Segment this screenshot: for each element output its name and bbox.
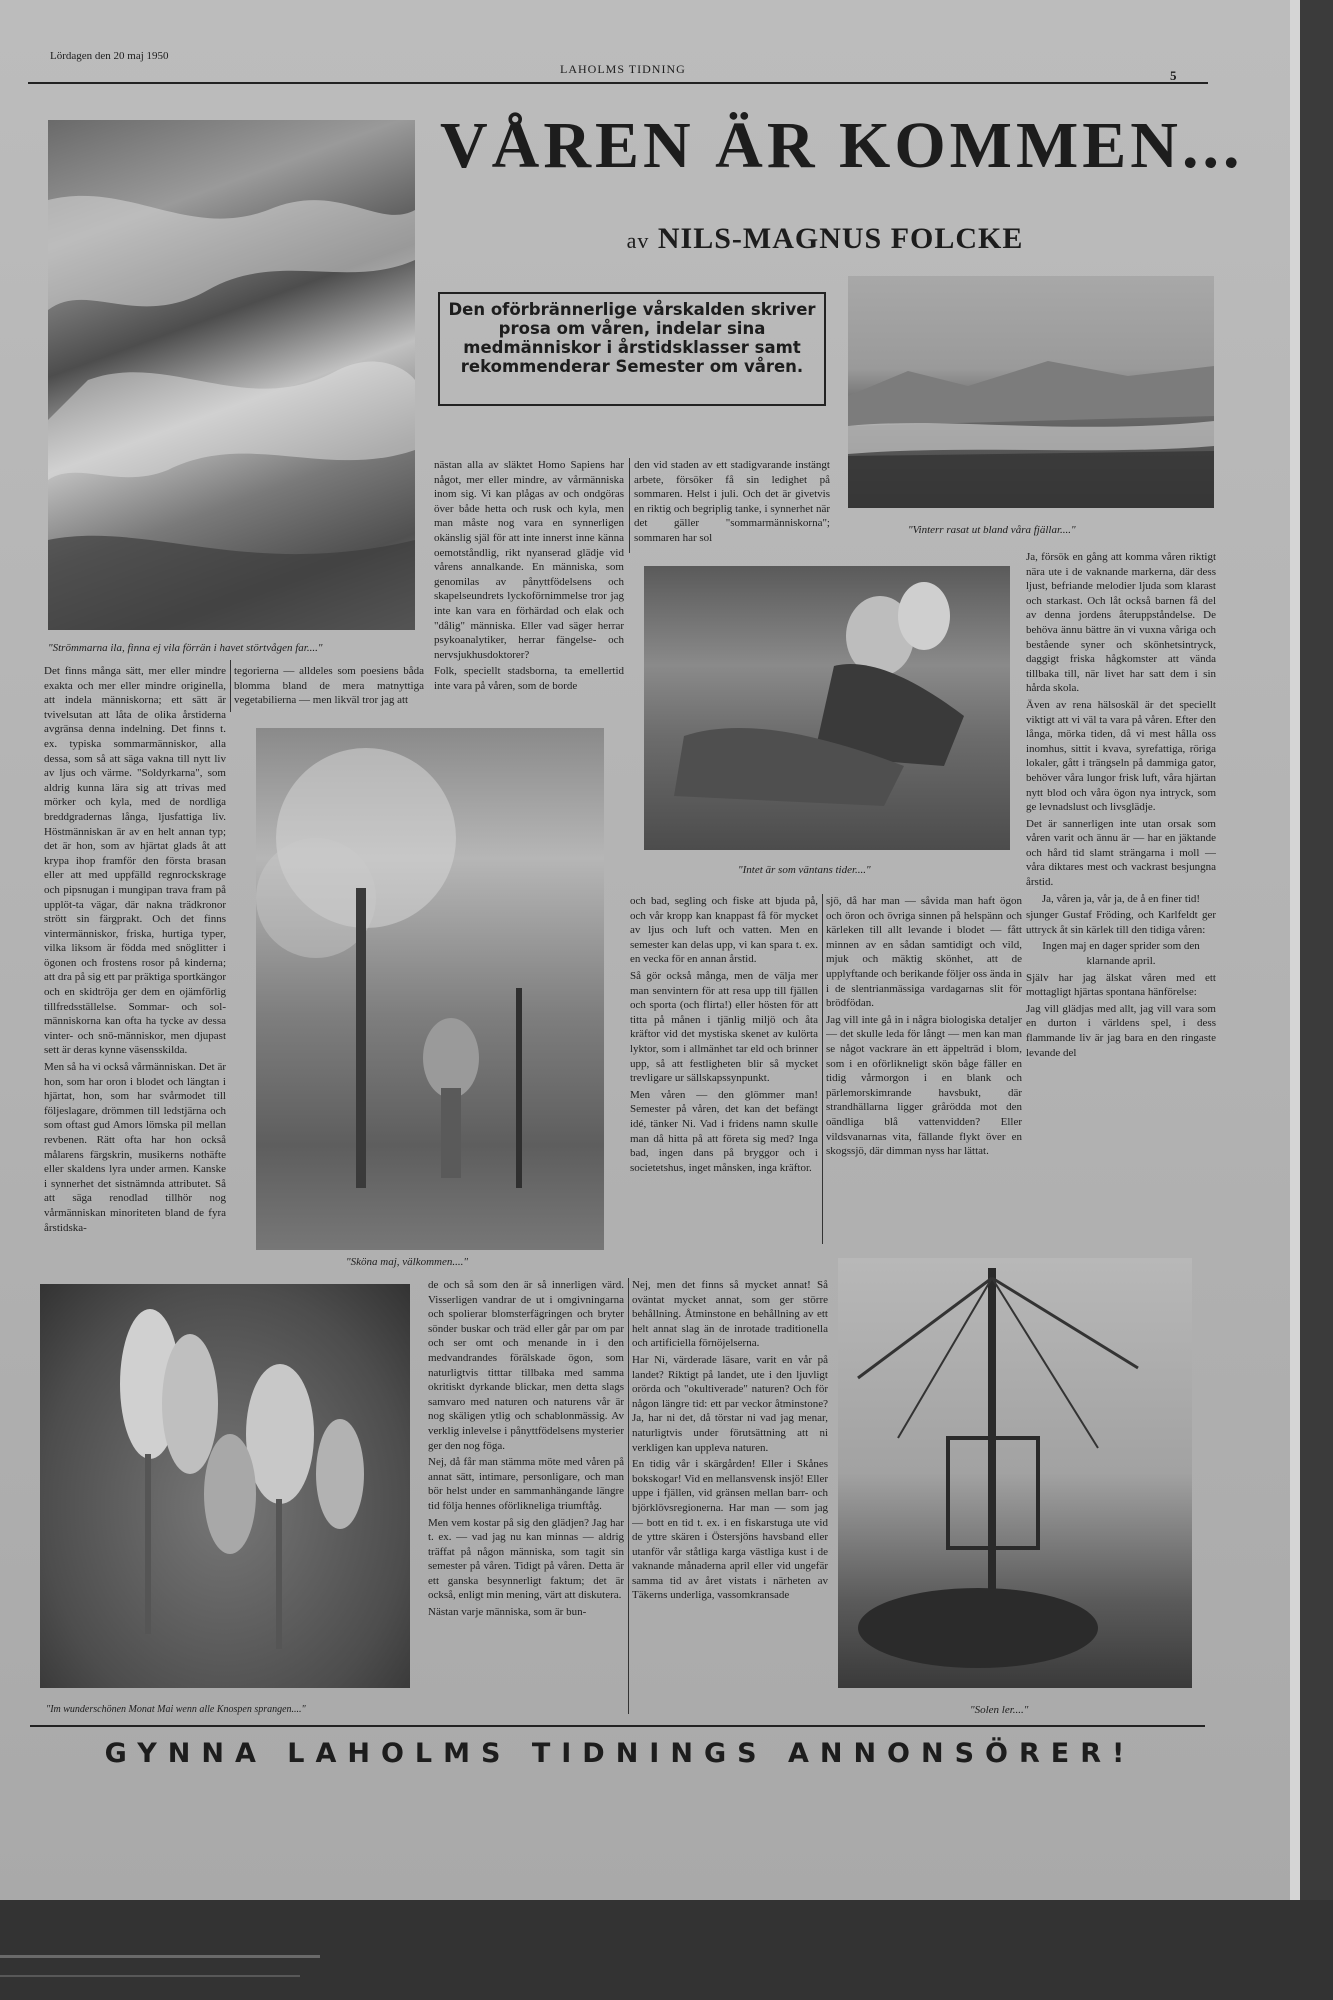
carousel-caption: "Solen ler...." [970, 1704, 1029, 1716]
text-column-i [632, 1278, 828, 1714]
crocus-photo-art [40, 1284, 410, 1688]
paragraph: nästan alla av släktet Homo Sapiens har något, mer eller mindre, av vårmänniska inom sig. Vi kan plågas av och ondgöras över både hetta och rusk och kyla, men man måste nog vara en synnerligen okänslig själ för att inte innerst inne känna oemotståndlig, rikt nyanserad glädje vid vårens annalkande. En människa, som genomilas av pånyttfödelsens och skapelseundrets lyckoförnimmelse tror jag inte kan vara en förhärdad och elak och "dålig" människa. Eller vad säger herrar psykoanalytiker, herrar fängelse- och nervsjukhusdoktorer? [434, 459, 624, 661]
verse-line: Ingen maj en dager sprider som den klarnande april. [1042, 940, 1200, 968]
blossom-tree-photo [256, 728, 604, 1250]
text-column-b [234, 664, 424, 716]
footer-slogan: GYNNA LAHOLMS TIDNINGS ANNONSÖRER! [104, 1738, 1136, 1769]
waterfall-photo-art [48, 120, 415, 630]
column-rule [628, 1278, 629, 1714]
mountain-lake-caption: "Vinterr rasat ut bland våra fjällar...." [908, 524, 1076, 536]
text-column-d [634, 458, 830, 553]
masthead-date: Lördagen den 20 maj 1950 [50, 50, 169, 62]
paragraph: Men våren — den glömmer man! Semester på våren, det kan det befängt idé, tänker Ni. Vad i fridens namn skulle man då hitta på att företa sig med? Inga bad, ingen dans på bryggor och i societetshus, inget månsken, inga kräftor. [630, 1088, 818, 1174]
desk-cable [0, 1975, 300, 1977]
paragraph: Så gör också många, men de välja mer man senvintern för att resa upp till fjällen och sporta (och flirta!) eller hösten för att titta på månen i tjänlig miljö och åta kräftor vid det mystiska skenet av kulörta lyktor, som i allmänhet tar eld och brinner upp, så att festligheten blir så mycket trevligare ur sällskapssynpunkt. [630, 969, 818, 1085]
paragraph: Men så ha vi också vårmänniskan. Det är hon, som har oron i blodet och längtan i hjärtat, hon, som har svårmodet till följeslagare, drömmen till ledstjärna och som oftast gud Amors lömska pil mellan revbenen. Rätt ofta har hon också målarens färgskrin, musikerns nothäfte eller skaldens lyra under armen. Kanske i synnerhet det sistnämnda attributet. Så att säga renodlad tillhör nog vårmänniskan minoriteten bland de fyra årstidska- [44, 1061, 226, 1234]
byline-author: NILS-MAGNUS FOLCKE [657, 222, 1024, 255]
paragraph: och bad, segling och fiske att bjuda på, och vår kropp kan knappast få för mycket av ljus och luft och vatten. Men en semester kan delas upp, vi kan spara t. ex. en vecka för en annan årstid. [630, 895, 818, 966]
paragraph: sjunger Gustaf Fröding, och Karlfeldt ger uttryck åt sin kärlek till den tidiga våren: [1026, 909, 1216, 936]
waterfall-caption: "Strömmarna ila, finna ej vila förrän i havet störtvågen far...." [48, 642, 323, 654]
paragraph: Jag vill inte gå in i några biologiska detaljer — det skulle leda för långt — men kan man se något vackrare än ett äppelträd i blom, som i en oförlikneligt skön båge fäller en tidig vårmorgon i en blank och pärlemorskimrande havsbukt, där strandhällarna ligger grårödda mot den oändliga blå vattenvidden? Eller vildsvanarnas vita, fällande flykt över en skogssjö, där dimman nyss har lättat. [826, 1013, 1022, 1158]
paragraph: tegorierna — alldeles som poesiens båda blomma bland de mera matnyttiga vegetabilierna — men likväl tror jag att [234, 665, 424, 707]
column-rule [822, 894, 823, 1244]
paragraph: En tidig vår i skärgården! Eller i Skånes bokskogar! Vid en mellansvensk insjö! Eller uppe i fjällen, vid gränsen mellan barr- och björklövsregionerna. Har man — som jag — bott en tid t. ex. i en fiskarstuga ute vid de yttre skären i Östersjöns havsband eller utanför vår ståtliga karga västliga kust i de vaknande månaderna april eller vid ungefär samma tid av året vistats i närheten av Täkerns underliga, vassomkransade [632, 1458, 828, 1602]
article-title: VÅREN ÄR KOMMEN... [440, 109, 1244, 182]
paragraph: sjö, då har man — såvida man haft ögon och öron och övriga sinnen på helspänn och kärleken till allt levande i blodet — fått minnen av en sådan samtidigt och vild, mjuk och mäktig skönhet, att de upplyftande och berikande följer oss ända in i de slentrianmässiga vardagarnas slit för brödfödan. [826, 895, 1022, 1010]
text-column-f [826, 894, 1022, 1244]
blossom-tree-photo-art [256, 728, 604, 1250]
text-column-g [1026, 550, 1216, 1250]
desk-cable [0, 1955, 320, 1958]
carousel-photo [838, 1258, 1192, 1688]
mountain-lake-photo-art [848, 276, 1214, 508]
paragraph: Även av rena hälsoskäl är det speciellt viktigt att vi väl ta vara på våren. Efter den långa, mörka tiden, då vi mest hålla oss inomhus, sittit i kvava, syrefattiga, röriga lokaler, gått i trängseln på dammiga gator, behöver våra lungor frisk luft, våra hjärtan nytt blod och våra ögon nya intryck, som ge levnadslust och livsglädje. [1026, 698, 1216, 814]
masthead-page-number: 5 [1170, 68, 1177, 83]
paragraph: Har Ni, värderade läsare, varit en vår på landet? Riktigt på landet, ute i den ljuvligt orörda och "okultiverade" naturen? Och för någon längre tid: ett par veckor åtminstone? Ja, har ni det, då törstar ni vad jag menar, naturligtvis under förutsättning att ni verkligen kan uppleva naturen. [632, 1353, 828, 1454]
paragraph: Folk, speciellt stadsborna, ta emellertid inte vara på våren, som de borde [434, 665, 624, 692]
desk-edge [1300, 0, 1333, 1960]
paragraph: Nej, då får man stämma möte med våren på annat sätt, intimare, personligare, och man bör helst under en sammanhängande längre tid följa hennes oförlikneliga triumftåg. [428, 1456, 624, 1512]
girls-in-meadow-photo [644, 566, 1010, 850]
verse-line: Ja, våren ja, vår ja, de å en finer tid! [1041, 892, 1201, 905]
girls-in-meadow-photo-art [644, 566, 1010, 850]
crocus-caption: "Im wunderschönen Monat Mai wenn alle Knospen sprangen...." [46, 1704, 306, 1715]
desk-surface [0, 1900, 1333, 2000]
paragraph: den vid staden av ett stadigvarande instängt arbete, försöker få sin ledighet på sommaren. Helst i juli. Och det är givetvis en riktig och begriplig tanke, i synnerhet när det gäller "sommarmänniskorna"; sommaren har sol [634, 459, 830, 544]
paragraph: Själv har jag älskat våren med ett mottagligt hjärtas spontana hänförelse: [1026, 971, 1216, 999]
carousel-photo-art [838, 1258, 1192, 1688]
mountain-lake-photo [848, 276, 1214, 508]
text-column-c [434, 458, 624, 713]
paragraph: Men vem kostar på sig den glädjen? Jag har t. ex. — vad jag nu kan minnas — aldrig träffat på någon människa, som tagit sin semester på våren. Tidigt på våren. Detta är ett ganska besynnerligt faktum; det är också, enligt min mening, värt att diskutera. [428, 1516, 624, 1602]
text-column-a [44, 664, 226, 1276]
column-rule [230, 660, 231, 712]
blossom-tree-caption: "Sköna maj, välkommen...." [346, 1256, 468, 1268]
paragraph: Det finns många sätt, mer eller mindre exakta och mer eller mindre originella, att indela människorna; ett sätt är tvivelsutan att låta de olika årstiderna avgränsa denna indelning. Det finns t. ex. typiska sommarmänniskor, alla dessa, som så att säga vakna till nytt liv av ljus och värme. "Soldyrkarna", som aldrig kunna lära sig att trivas med mörker och kyla, med de nordliga breddgradernas långa, ljusfattiga liv. Höstmänniskan är av en helt annan typ; det är hon, som av hjärtat glads åt att krypa ihop framför den första brasan eller att med uppfälld regnrockskrage och pipsnugan i mungipan trava fram på upplöt-ta vägar, där nakna trädkronor strött sin färgprakt. Och det finns vintermänniskor, friska, hurtiga typer, vilka liksom är födda med snöglitter i ögonen och frostens rosor på kinderna; att dra på sig ett par präktiga sportkängor och en skidtröja ger dem en ojämförlig tillfredsställelse. Sommar- och sol-människorna kan ofta ha tycke av dessa vinter- och snö-människor, men djupast sett är deras kynne väsensskilda. [44, 665, 226, 1057]
waterfall-photo [48, 120, 415, 630]
byline-prefix: av [626, 228, 650, 253]
paragraph: Nej, men det finns så mycket annat! Så oväntat mycket annat, som ger större behållning. Åtminstone en behållning av ett helt annat slag än de inrotade traditionella och artificiella förnöjelserna. [632, 1279, 828, 1350]
paragraph: Ja, försök en gång att komma våren riktigt nära ute i de vaknande markerna, där dess ljust, befriande melodier ljuda som klarast och starkast. Och låt också barnen få del av denna jordens återuppståndelse. De behöva ännu bättre än vi vuxna våriga och bestående syner och skönhetsintryck, daggigt friska hågkomster att vända tillbaka till, när livet har satt dem i sin hårda skola. [1026, 551, 1216, 695]
paragraph: Det är sannerligen inte utan orsak som våren varit och ännu är — har en jäktande och hård tid slamt strängarna i moll — våra diktares mest och vackrast besjungna årstid. [1026, 817, 1216, 889]
footer-rule [30, 1725, 1205, 1727]
text-column-e [630, 894, 818, 1244]
masthead-paper-name: LAHOLMS TIDNING [560, 62, 686, 76]
article-byline [440, 222, 1210, 256]
crocus-photo [40, 1284, 410, 1688]
text-column-h [428, 1278, 624, 1714]
paragraph: Nästan varje människa, som är bun- [428, 1606, 587, 1619]
column-rule [629, 458, 630, 553]
paragraph: de och så som den är så innerligen värd. Visserligen vandrar de ut i omgivningarna och spolierar blomsterfägringen och bryter sönder buskar och träd eller går par om par och ser omt och menande in i den medvandrandes förälskade ögon, som naturligtvis titttar tillbaka med samma okritiskt dyrkande blickar, men detta slags samvaro med naturen och naturens vår är nog skäligen ytlig och schablonmässig. Av verklig inlevelse i pånyttfödelsens mysterier ger den nog föga. [428, 1279, 624, 1452]
article-lead-box: Den oförbrännerlige vårskalden skriver prosa om våren, indelar sina medmänniskor i årstidsklasser samt rekommenderar Semester om våren. [438, 292, 826, 406]
girls-in-meadow-caption: "Intet är som väntans tider...." [738, 864, 871, 876]
masthead-rule [28, 82, 1208, 84]
verse-line: Jag vill glädjas med allt, jag vill vara som en durton i världens spel, i dess flammande liv är jag bara en den ringaste levande del [1026, 1002, 1216, 1059]
